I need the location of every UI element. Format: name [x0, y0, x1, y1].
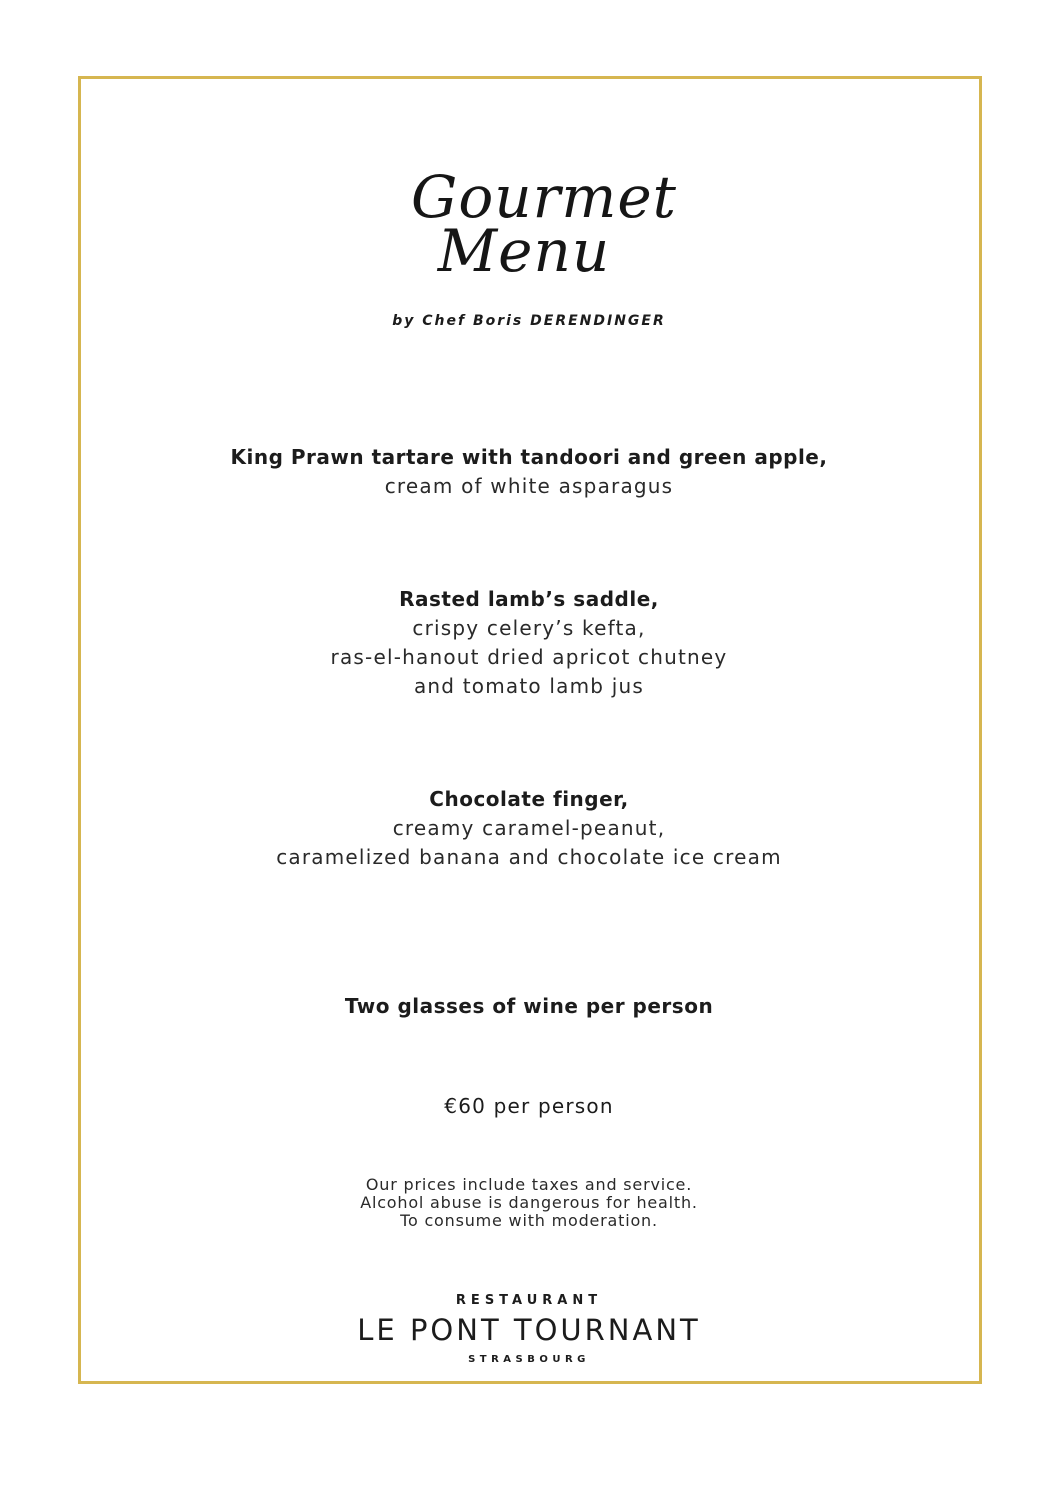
restaurant-label: RESTAURANT	[455, 1293, 603, 1308]
note-line: Our prices include taxes and service.	[365, 1175, 693, 1194]
menu-title-line2: Menu	[437, 217, 611, 285]
dish-description-line: caramelized banana and chocolate ice cream	[276, 845, 782, 869]
starter-dish	[0, 443, 1058, 501]
dessert-dish	[0, 785, 1058, 872]
note-line: Alcohol abuse is dangerous for health.	[360, 1193, 698, 1212]
dish-description-line: crispy celery’s kefta,	[412, 616, 646, 640]
dish-description-line: and tomato lamb jus	[413, 674, 645, 698]
dish-description-line: ras-el-hanout dried apricot chutney	[330, 645, 728, 669]
wine-text: Two glasses of wine per person	[344, 994, 714, 1018]
dish-title: Rasted lamb’s saddle,	[399, 587, 659, 611]
chef-byline: by Chef Boris DERENDINGER	[392, 313, 666, 329]
dish-title: Chocolate finger,	[429, 787, 629, 811]
wine-pairing	[0, 992, 1058, 1021]
dish-description-line: cream of white asparagus	[384, 474, 674, 498]
legal-notes	[0, 1176, 1058, 1230]
menu-price: €60 per person	[444, 1094, 614, 1118]
menu-title-line1: Gourmet	[411, 163, 677, 231]
note-line: To consume with moderation.	[400, 1211, 658, 1230]
main-dish	[0, 585, 1058, 701]
dish-description-line: creamy caramel-peanut,	[392, 816, 666, 840]
dish-title: King Prawn tartare with tandoori and green apple,	[230, 445, 828, 469]
restaurant-city: STRASBOURG	[468, 1354, 590, 1365]
restaurant-name: LE PONT TOURNANT	[357, 1313, 701, 1347]
